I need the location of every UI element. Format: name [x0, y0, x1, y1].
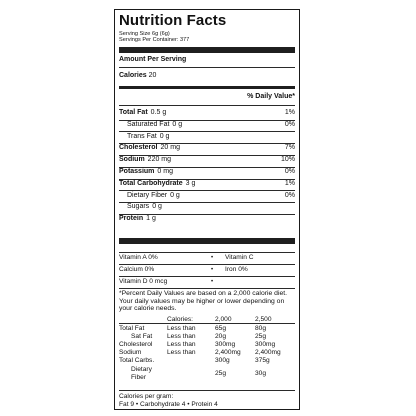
dv-table-2500-value: 30g: [255, 370, 267, 377]
calories-per-gram-values: Fat 9 • Carbohydrate 4 • Protein 4: [119, 401, 218, 408]
nutrient-label: Cholesterol: [119, 144, 158, 152]
nutrient-label: Saturated Fat: [127, 120, 170, 128]
dv-table-nutrient: Total Carbs.: [119, 357, 155, 364]
nutrient-amount: 220 mg: [147, 156, 172, 164]
divider: [119, 252, 295, 253]
divider: [119, 390, 295, 391]
nutrient-row: [119, 121, 295, 129]
dv-table-calories-label: Calories:: [167, 316, 194, 323]
amount-per-serving: Amount Per Serving: [119, 56, 187, 63]
dv-table-2000-value: 65g: [215, 325, 227, 332]
nutrient-dv: 0%: [284, 191, 295, 199]
nutrient-label: Protein: [119, 215, 144, 223]
nutrient-amount: 3 g: [185, 179, 196, 187]
nutrient-amount: 0 mg: [157, 168, 173, 175]
thick-divider: [119, 238, 295, 244]
dv-table-nutrient: Dietary: [131, 366, 152, 373]
dv-table-2500-value: 2,400mg: [255, 349, 281, 356]
vitamin-c: Vitamin C: [225, 254, 254, 261]
nutrient-dv: 10%: [280, 156, 295, 164]
dv-table-2500-value: 375g: [255, 357, 270, 364]
nutrient-label: Trans Fat: [127, 132, 157, 140]
nutrient-amount: 0 g: [159, 132, 170, 140]
nutrient-amount: 0 g: [170, 191, 180, 199]
footnote: *Percent Daily Values are based on a 2,000 calorie diet. Your daily values may be higher or lower depending on your calorie needs.: [119, 290, 288, 313]
dv-table-nutrient: Fiber: [131, 374, 147, 381]
nutrient-dv: 7%: [284, 144, 295, 152]
nutrient-row: [119, 144, 295, 152]
dv-table-2000: 2,000: [215, 316, 232, 323]
dv-table-2500: 2,500: [255, 316, 272, 323]
bullet: •: [211, 279, 214, 285]
nutrient-row: [119, 133, 295, 141]
dv-table-2500-value: 300mg: [255, 341, 276, 348]
dv-table-condition: Less than: [167, 325, 196, 332]
nutrient-label: Sugars: [127, 203, 150, 211]
nutrient-dv: 0%: [284, 120, 295, 128]
divider: [119, 67, 295, 68]
nutrient-label: Total Carbohydrate: [119, 179, 183, 187]
divider: [119, 105, 295, 106]
bullet: •: [211, 255, 214, 261]
dv-table-2000-value: 20g: [215, 333, 227, 340]
calcium: Calcium 0%: [119, 266, 155, 273]
dv-header: % Daily Value*: [247, 93, 295, 100]
nutrient-dv: 1%: [284, 179, 295, 187]
nutrient-label: Sodium: [119, 156, 145, 164]
dv-table-nutrient: Sat Fat: [131, 333, 153, 340]
nutrient-row: [119, 192, 295, 200]
nutrient-dv: 0%: [284, 168, 295, 175]
nutrition-facts-panel: [114, 9, 300, 410]
dv-table-condition: Less than: [167, 333, 196, 340]
nutrient-amount: 0 g: [152, 203, 162, 211]
nutrient-amount: 0 g: [172, 120, 183, 128]
divider: [119, 264, 295, 265]
vitamin-a: Vitamin A 0%: [119, 254, 158, 261]
calories-value: 20: [148, 72, 157, 79]
nutrient-label: Dietary Fiber: [127, 191, 168, 199]
nutrient-row: [119, 156, 295, 164]
dv-table-nutrient: Cholesterol: [119, 341, 153, 348]
nutrient-label: Total Fat: [119, 109, 148, 116]
bullet: •: [211, 267, 214, 273]
servings-per-container: Servings Per Container: 377: [119, 37, 190, 43]
dv-table-2500-value: 80g: [255, 325, 267, 332]
nutrient-row: [119, 203, 295, 211]
dv-table-condition: Less than: [167, 349, 196, 356]
panel-title: Nutrition Facts: [119, 12, 227, 29]
nutrient-row: [119, 168, 295, 176]
nutrient-amount: 1 g: [146, 215, 156, 223]
calories-row: [119, 72, 295, 80]
divider: [119, 276, 295, 277]
dv-table-2000-value: 2,400mg: [215, 349, 241, 356]
divider: [119, 288, 295, 289]
calories-label: Calories: [119, 72, 147, 79]
nutrient-label: Potassium: [119, 168, 155, 175]
thick-divider: [119, 47, 295, 53]
dv-table-2000-value: 300g: [215, 357, 230, 364]
nutrient-amount: 0.5 g: [150, 109, 167, 116]
nutrient-row: [119, 180, 295, 188]
dv-table-2500-value: 25g: [255, 333, 267, 340]
dv-table-2000-value: 300mg: [215, 341, 236, 348]
nutrient-dv: 1%: [284, 109, 295, 116]
dv-table-2000-value: 25g: [215, 370, 227, 377]
divider: [119, 323, 295, 324]
calories-per-gram-label: Calories per gram:: [119, 393, 174, 400]
vitamin-d: Vitamin D 0 mcg: [119, 278, 168, 285]
iron: Iron 0%: [225, 266, 248, 273]
dv-table-condition: Less than: [167, 341, 196, 348]
nutrient-row: [119, 215, 295, 223]
dv-table-nutrient: Total Fat: [119, 325, 145, 332]
nutrient-row: [119, 109, 295, 117]
nutrient-amount: 20 mg: [160, 144, 180, 152]
dv-table-nutrient: Sodium: [119, 349, 142, 356]
serving-size: Serving Size 6g (6g): [119, 31, 170, 37]
medium-divider: [119, 86, 295, 89]
